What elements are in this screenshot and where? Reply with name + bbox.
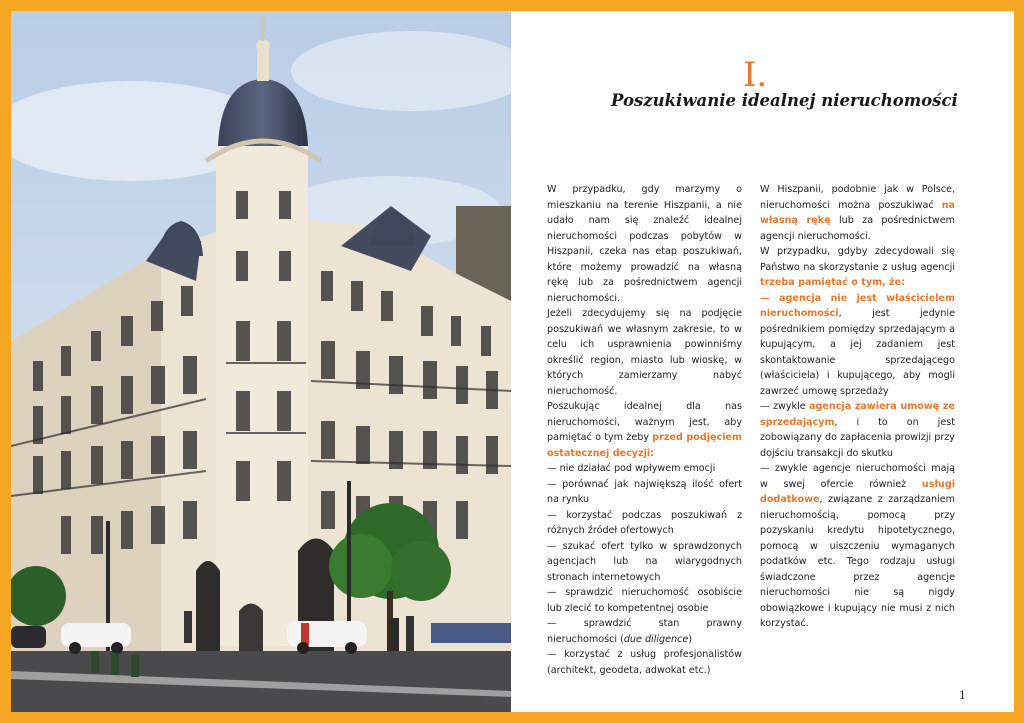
list-item: — agencja nie jest właścicielem nieruchomości, jest jedynie pośrednikiem pomiędzy sprzedającym a kupującym, a jej zadaniem jest skontaktowanie sprzedającego (właściciela) i kupującego, aby mogli zawrzeć umowę sprzedaży [760, 292, 955, 397]
paragraph: W Hiszpanii, podobnie jak w Polsce, nieruchomości można poszukiwać na własną rękę lub za pośrednictwem agencji nieruchomości. [760, 184, 955, 242]
list-item: — zwykle agencje nieruchomości mają w swej ofercie również usługi dodatkowe, związane z zarządzaniem nieruchomością, pomocą przy pozyskaniu kredytu hipotetycznego, pomocą w uiszczeniu wymaganych podatków etc. Tego rodzaju usługi świadczone przez agencje nieruchomości nie są nigdy obowiązkowe i kupujący nie musi z nich korzystać. [760, 463, 955, 629]
paragraph: W przypadku, gdyby zdecydowali się Państwo na skorzystanie z usług agencji trzeba pamiętać o tym, że: [760, 246, 955, 288]
page-number: 1 [959, 689, 966, 702]
right-text-column [760, 182, 955, 632]
chapter-title: Poszukiwanie idealnej nieruchomości [611, 91, 958, 110]
paragraph: W przypadku, gdy marzymy o mieszkaniu na terenie Hiszpanii, a nie udało nam się znaleźć idealnej nieruchomości podczas pobytów w Hiszpanii, czeka nas etap poszukiwań, które możemy prowadzić na własną rękę lub za pośrednictwem agencji nieruchomości. [547, 184, 742, 304]
highlight: przed podjęciem ostatecznej decyzji: [547, 432, 743, 459]
madrid-building-illustration [11, 11, 511, 712]
text-page: I. Poszukiwanie idealnej nieruchomości W przypadku, gdy marzymy o mieszkaniu na terenie Hiszpanii, a nie udało nam się znaleźć idealnej nieruchomości podczas pobytów w Hiszpanii, czeka nas etap poszukiwań, które możemy prowadzić na własną rękę lub za pośrednictwem agencji nieruchomości. Jeżeli zdecydujemy się na podjęcie poszukiwań we własnym zakresie, to w celu ich usprawnienia powinniśmy określić region, miasto lub wioskę, w których zamierzamy nabyć nieruchomość. Poszukując idealnej dla nas nieruchomości, ważnym jest, aby pamiętać o tym żeby przed podjęciem ostatecznej decyzji: — nie działać pod wpływem emocji — porównać jak największą ilość ofert na rynku — korzystać podczas poszukiwań z różnych źródeł ofertowych — szukać ofert tylko w sprawdzonych agencjach lub na wiarygodnych stronach internetowych — sprawdzić nieruchomość osobiście lub zlecić to kompetentnej osobie — sprawdzić stan prawny nieruchomości (due diligence) — korzystać z usług profesjonalistów (architekt, geodeta, adwokat etc.) W Hiszpanii, podobnie jak w Polsce, nieruchomości można poszukiwać na własną rękę lub za pośrednictwem agencji nieruchomości. W przypadku, gdyby zdecydowali się Państwo na skorzystanie z usług agencji trzeba pamiętać o tym, że: — agencja nie jest właścicielem nieruchomości, jest jedynie pośrednikiem pomiędzy sprzedającym a kupującym, a jej zadaniem jest skontaktowanie sprzedającego (właściciela) i kupującego, aby mogli zawrzeć umowę sprzedaży — zwykle agencja zawiera umowę ze sprzedającym, i to on jest zobowiązany do zapłacenia prowizji przy dojściu transakcji do skutku — zwykle agencje nieruchomości mają w swej ofercie również usługi dodatkowe, związane z zarządzaniem nieruchomością, pomocą przy pozyskaniu kredytu hipotetycznego, pomocą w uiszczeniu wymaganych podatków etc. Tego rodzaju usługi świadczone przez agencje nieruchomości nie są nigdy obowiązkowe i kupujący nie musi z nich korzystać. 1 [511, 11, 1014, 712]
left-text-column [547, 182, 742, 678]
paragraph: Jeżeli zdecydujemy się na podjęcie poszukiwań we własnym zakresie, to w celu ich usprawnienia powinniśmy określić region, miasto lub wioskę, w których zamierzamy nabyć nieruchomość. [547, 308, 742, 397]
list-item: — korzystać podczas poszukiwań z różnych źródeł ofertowych [547, 509, 742, 536]
building-photo [11, 11, 511, 712]
highlight: trzeba pamiętać o tym, że: [760, 277, 905, 288]
paragraph: Poszukując idealnej dla nas nieruchomości, ważnym jest, aby pamiętać o tym żeby przed podjęciem ostatecznej decyzji: [547, 401, 743, 459]
list-item: — sprawdzić stan prawny nieruchomości (due diligence) [547, 618, 742, 645]
highlight: usługi dodatkowe [760, 478, 955, 505]
list-item: — nie działać pod wpływem emocji [547, 463, 716, 474]
list-item: — zwykle agencja zawiera umowę ze sprzedającym, i to on jest zobowiązany do zapłacenia prowizji przy dojściu transakcji do skutku [760, 401, 955, 459]
highlight: na własną rękę [760, 199, 955, 226]
list-item: — korzystać z usług profesjonalistów (architekt, geodeta, adwokat etc.) [547, 649, 742, 676]
list-item: — sprawdzić nieruchomość osobiście lub zlecić to kompetentnej osobie [547, 587, 742, 614]
highlight: — agencja nie jest właścicielem nieruchomości [760, 292, 955, 319]
list-item: — porównać jak największą ilość ofert na rynku [547, 478, 742, 505]
highlight: agencja zawiera umowę ze sprzedającym [760, 401, 955, 428]
list-item: — szukać ofert tylko w sprawdzonych agencjach lub na wiarygodnych stronach internetowych [547, 540, 742, 583]
